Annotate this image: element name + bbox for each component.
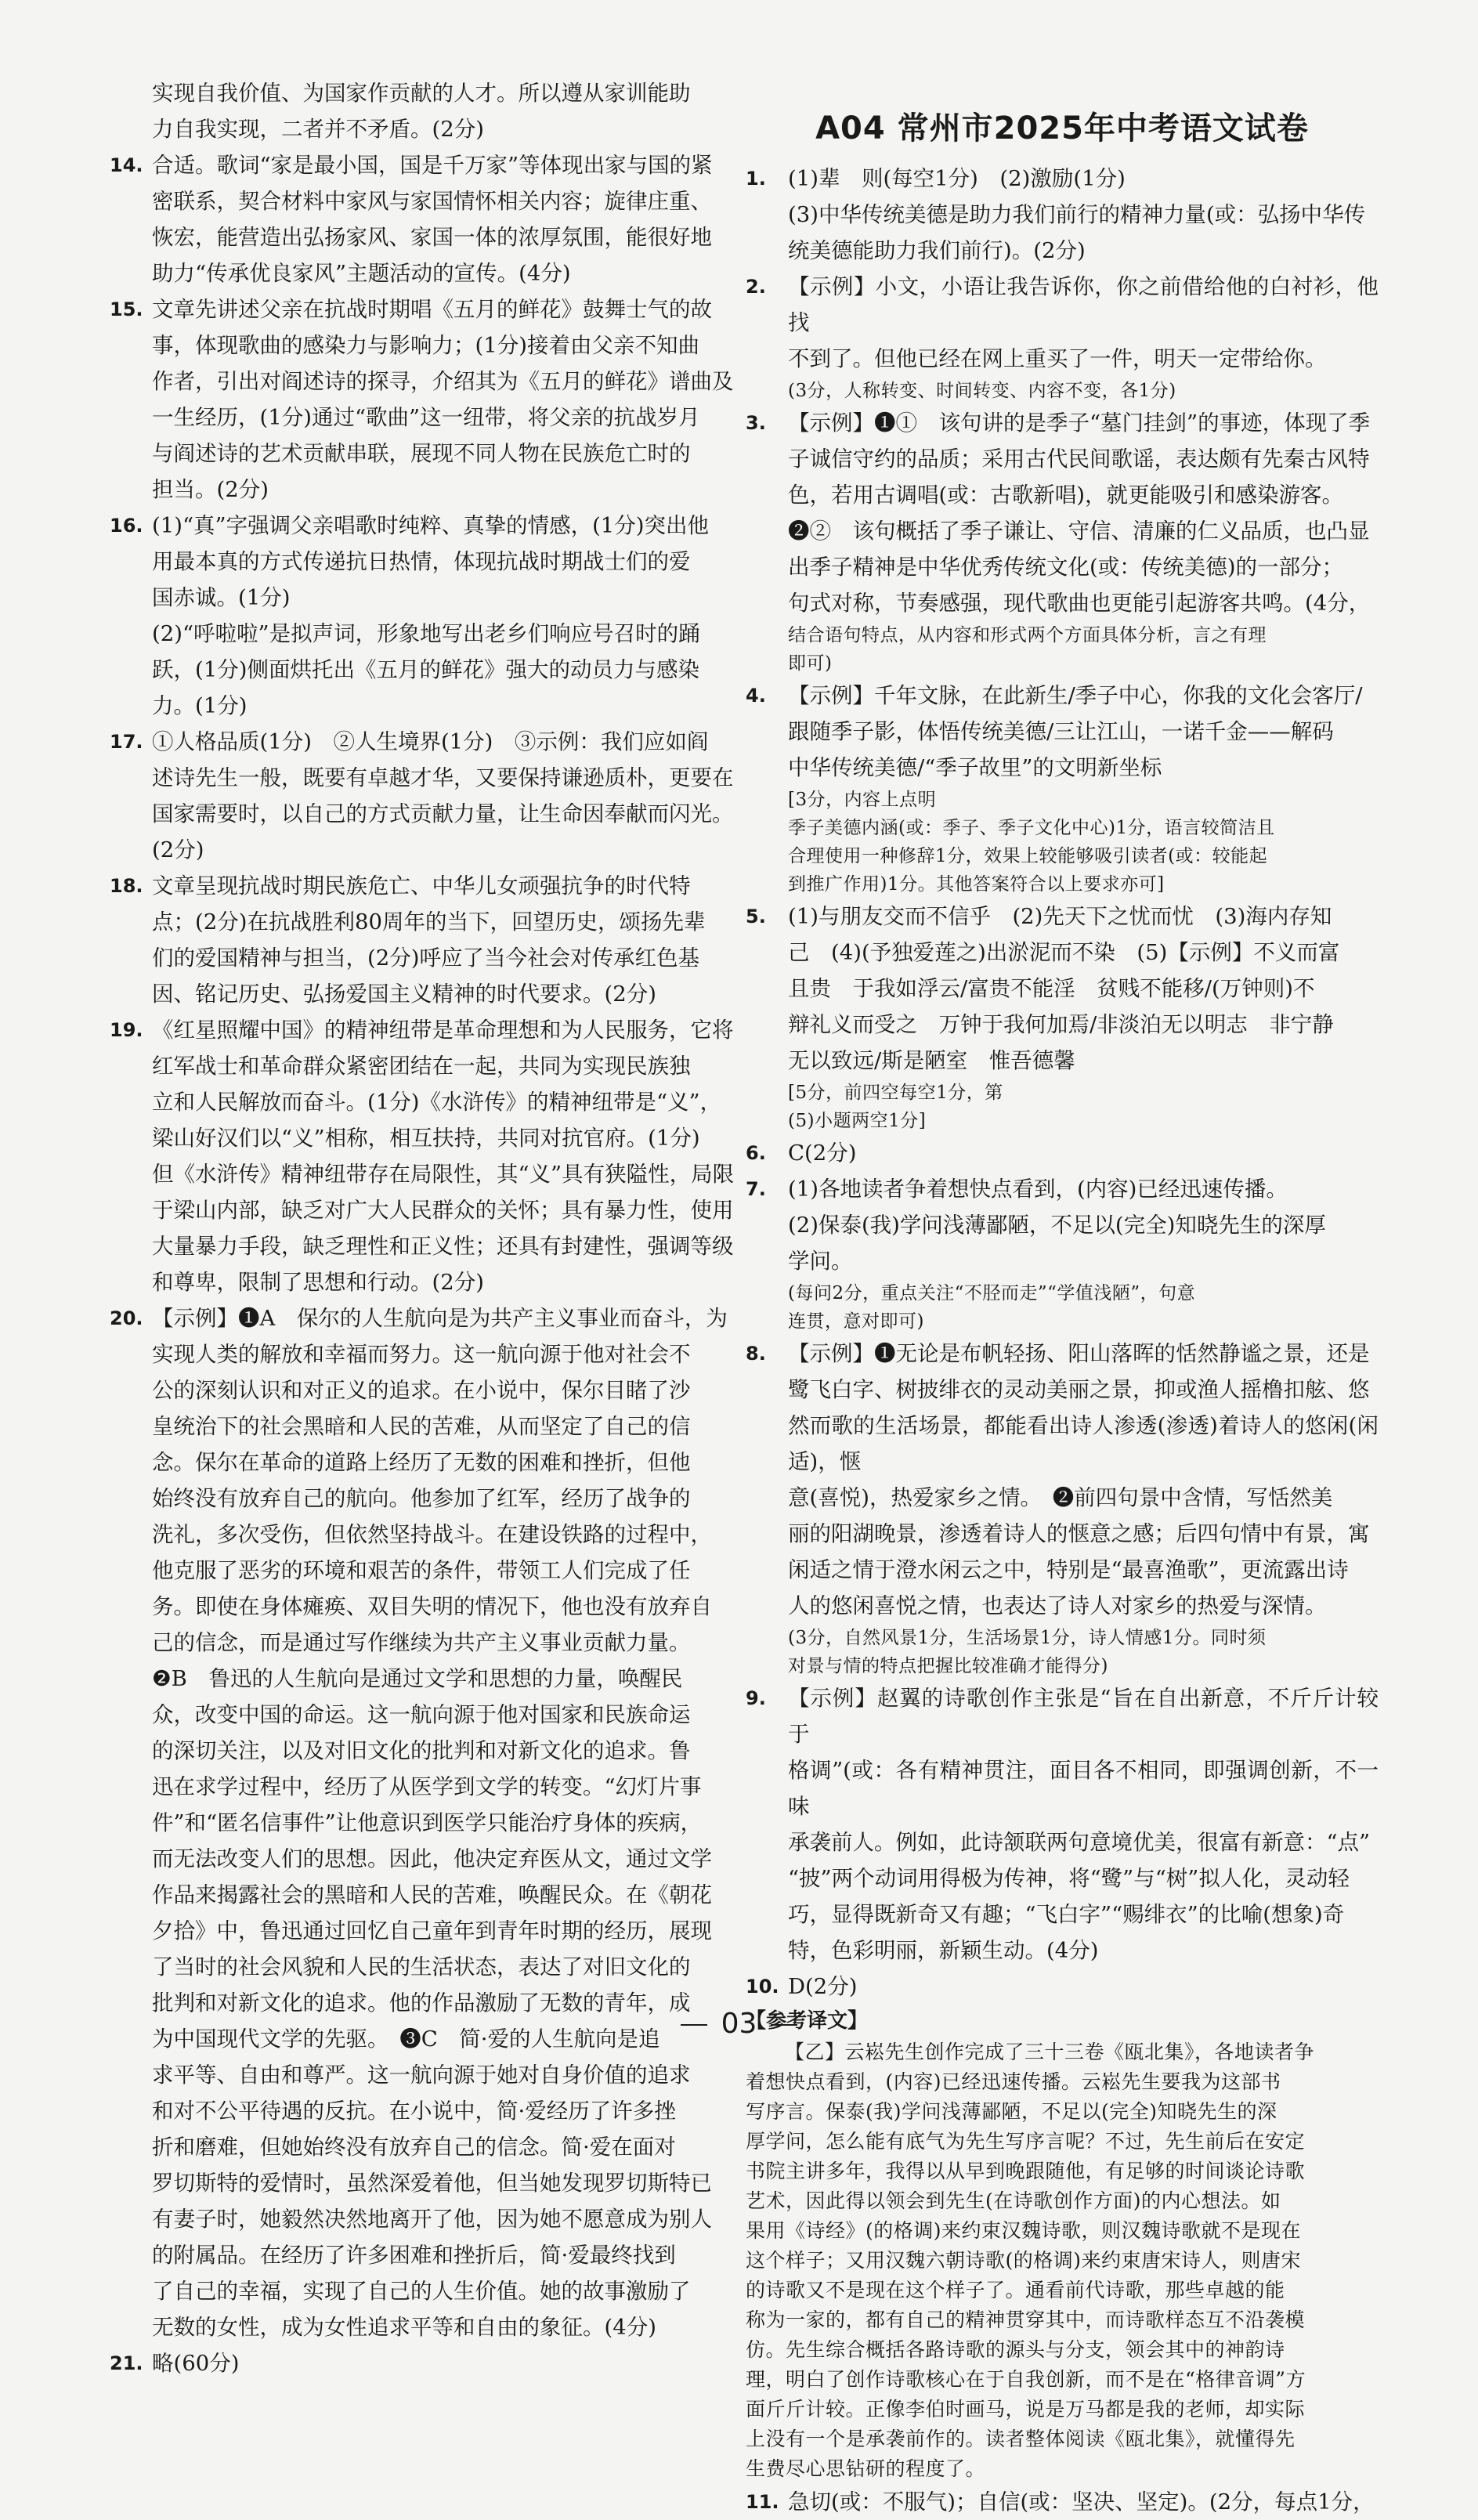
answer-line: 批判和对新文化的追求。他的作品激励了无数的青年，成 [152, 1990, 691, 2016]
answer-line: 折和磨难，但她始终没有放弃自己的信念。简·爱在面对 [152, 2135, 676, 2160]
answer-line: 洗礼，多次受伤，但依然坚持战斗。在建设铁路的过程中， [152, 1522, 712, 1547]
question-10 [746, 1969, 1379, 2005]
answer-line: 【示例】❶① 该句讲的是季子“墓门挂剑”的事迹，体现了季 [788, 410, 1371, 436]
answer-line: 了自己的幸福，实现了自己的人生价值。她的故事激励了 [152, 2279, 691, 2304]
intro-line: 实现自我价值、为国家作贡献的人才。所以遵从家训能助 [152, 81, 691, 106]
answer-line: 罗切斯特的爱情时，虽然深爱着他，但当她发现罗切斯特已 [152, 2171, 712, 2196]
answer-line: 始终没有放弃自己的航向。他参加了红军，经历了战争的 [152, 1486, 691, 1511]
translation-line: 仿。先生综合概括各路诗歌的源头与分支，领会其中的神韵诗 [746, 2338, 1285, 2361]
answer-line: D(2分) [788, 1974, 858, 1999]
answer-line: 承袭前人。例如，此诗颔联两句意境优美，很富有新意：“点” [788, 1830, 1371, 1855]
answer-line: 立和人民解放而奋斗。(1分)《水浒传》的精神纽带是“义”， [152, 1090, 722, 1115]
translation-line: 理，明白了创作诗歌核心在于自我创新，而不是在“格律音调”方 [746, 2368, 1306, 2391]
answer-line: 担当。(2分) [152, 477, 269, 502]
question-15 [110, 291, 768, 508]
question-6 [746, 1135, 1379, 1171]
answer-line: 述诗先生一般，既要有卓越才华，又要保持谦逊质朴，更要在 [152, 765, 734, 790]
translation-line: 写序言。保泰(我)学问浅薄鄙陋，不足以(完全)知晓先生的深 [746, 2100, 1277, 2123]
answer-line: 求平等、自由和尊严。这一航向源于她对自身价值的追求 [152, 2063, 691, 2088]
scoring-note: (5)小题两空1分] [788, 1111, 927, 1131]
answer-line: (1)“真”字强调父亲唱歌时纯粹、真挚的情感，(1分)突出他 [152, 513, 710, 538]
question-number: 8. [746, 1343, 766, 1365]
answer-line: 国家需要时，以自己的方式贡献力量，让生命因奉献而闪光。 [152, 801, 734, 826]
answer-line: (1)辈 则(每空1分) (2)激励(1分) [788, 166, 1126, 191]
answer-line: 实现人类的解放和幸福而努力。这一航向源于他对社会不 [152, 1342, 691, 1367]
translation-line: 着想快点看到，(内容)已经迅速传播。云崧先生要我为这部书 [746, 2070, 1281, 2093]
page-number-text: 03 [721, 2008, 757, 2040]
translation-line: 上没有一个是承袭前作的。读者整体阅读《瓯北集》，就懂得先 [746, 2428, 1296, 2450]
answer-line: 辩礼义而受之 万钟于我何加焉/非淡泊无以明志 非宁静 [788, 1012, 1334, 1037]
translation-line: 这个样子；又用汉魏六朝诗歌(的格调)来约束唐宋诗人，则唐宋 [746, 2249, 1302, 2272]
question-number: 2. [746, 276, 766, 298]
question-9 [746, 1680, 1379, 1969]
question-1 [746, 161, 1379, 269]
answer-line: 的附属品。在经历了许多困难和挫折后，简·爱最终找到 [152, 2243, 676, 2268]
answer-line: 有妻子时，她毅然决然地离开了他，因为她不愿意成为别人 [152, 2207, 712, 2232]
answer-line: 文章呈现抗战时期民族危亡、中华儿女顽强抗争的时代特 [152, 873, 691, 898]
scoring-note: [3分，内容上点明 [788, 790, 937, 810]
question-number: 14. [110, 154, 143, 176]
question-20 [110, 1300, 768, 2345]
translation-line: 艺术，因此得以领会到先生(在诗歌创作方面)的内心想法。如 [746, 2189, 1281, 2212]
answer-line: (3)中华传统美德是助力我们前行的精神力量(或：弘扬中华传 [788, 202, 1366, 227]
question-8 [746, 1336, 1379, 1680]
scoring-note: 到推广作用)1分。其他答案符合以上要求亦可] [788, 874, 1165, 895]
answer-line: 大量暴力手段，缺乏理性和正义性；还具有封建性，强调等级 [152, 1234, 734, 1259]
answer-line: 而无法改变人们的思想。因此，他决定弃医从文，通过文学 [152, 1846, 712, 1871]
question-number: 9. [746, 1687, 766, 1709]
question-number: 15. [110, 298, 143, 320]
answer-line: 众，改变中国的命运。这一航向源于他对国家和民族命运 [152, 1702, 691, 1727]
answer-line: C(2分) [788, 1141, 857, 1166]
translation-line: 生费尽心思钻研的程度了。 [746, 2457, 986, 2480]
answer-line: 【示例】赵翼的诗歌创作主张是“旨在自出新意，不斤斤计较于 [788, 1686, 1379, 1747]
page-number [0, 2008, 1478, 2040]
answer-line: 【示例】❶无论是布帆轻扬、阳山落晖的恬然静谧之景，还是 [788, 1341, 1370, 1366]
right-column [746, 75, 1379, 2520]
question-2 [746, 269, 1379, 405]
answer-line: 文章先讲述父亲在抗战时期唱《五月的鲜花》鼓舞士气的故 [152, 297, 712, 322]
question-number: 20. [110, 1307, 143, 1329]
question-18 [110, 868, 768, 1012]
answer-line: (2分) [152, 837, 204, 862]
question-number: 4. [746, 685, 766, 707]
question-11 [746, 2484, 1379, 2520]
question-number: 7. [746, 1178, 766, 1200]
answer-line: 一生经历，(1分)通过“歌曲”这一纽带，将父亲的抗战岁月 [152, 405, 700, 430]
answer-line: ①人格品质(1分) ②人生境界(1分) ③示例：我们应如阎 [152, 729, 709, 754]
reference-translation-header: 【参考译文】 [746, 2009, 869, 2033]
answer-line: 力。(1分) [152, 693, 248, 718]
reference-translation [746, 2037, 1379, 2484]
question-number: 19. [110, 1019, 143, 1041]
scoring-note: 即可) [788, 653, 833, 674]
question-number: 10. [746, 1976, 779, 1998]
question-number: 11. [746, 2491, 779, 2513]
answer-line: 急切(或：不服气)；自信(或：坚决、坚定)。(2分，每点1分， [788, 2489, 1375, 2515]
scoring-note: 连贯，意对即可) [788, 1311, 924, 1332]
question-5 [746, 898, 1379, 1135]
answer-line: 用最本真的方式传递抗日热情，体现抗战时期战士们的爱 [152, 549, 691, 574]
question-number: 1. [746, 168, 766, 190]
answer-line: 《红星照耀中国》的精神纽带是革命理想和为人民服务，它将 [152, 1018, 734, 1043]
answer-line: 了当时的社会风貌和人民的生活状态，表达了对旧文化的 [152, 1954, 691, 1979]
question-number: 3. [746, 412, 766, 434]
scoring-note: 结合语句特点，从内容和形式两个方面具体分析，言之有理 [788, 625, 1267, 645]
question-7 [746, 1171, 1379, 1336]
question-number: 21. [110, 2352, 143, 2374]
answer-line: 迅在求学过程中，经历了从医学到文学的转变。“幻灯片事 [152, 1774, 702, 1799]
answer-line: 无以致远/斯是陋室 惟吾德馨 [788, 1048, 1075, 1073]
answer-line: (2)保泰(我)学问浅薄鄙陋，不足以(完全)知晓先生的深厚 [788, 1213, 1326, 1238]
answer-line: 略(60分) [152, 2351, 240, 2376]
answer-line: 夕拾》中，鲁迅通过回忆自己童年到青年时期的经历，展现 [152, 1918, 712, 1943]
answer-line: 统美德能助力我们前行)。(2分) [788, 238, 1086, 263]
scoring-note: [5分，前四空每空1分，第 [788, 1083, 1003, 1103]
answer-line: 因、铭记历史、弘扬爱国主义精神的时代要求。(2分) [152, 982, 656, 1007]
answer-line: 鹭飞白字、树披绯衣的灵动美丽之景，抑或渔人摇橹扣舷、悠 [788, 1377, 1370, 1402]
answer-line: 们的爱国精神与担当，(2分)呼应了当今社会对传承红色基 [152, 945, 699, 971]
answer-line: 人的悠闲喜悦之情，也表达了诗人对家乡的热爱与深情。 [788, 1593, 1327, 1618]
answer-line: 色，若用古调唱(或：古歌新唱)，就更能吸引和感染游客。 [788, 483, 1343, 508]
answer-line: 特，色彩明丽，新颖生动。(4分) [788, 1938, 1099, 1963]
answer-line: 恢宏，能营造出弘扬家风、家国一体的浓厚氛围，能很好地 [152, 225, 712, 250]
translation-line: 的诗歌又不是现在这个样子了。通看前代诗歌，那些卓越的能 [746, 2279, 1285, 2301]
question-19 [110, 1012, 768, 1300]
answer-line: 件”和“匿名信事件”让他意识到医学只能治疗身体的疾病， [152, 1810, 703, 1835]
scoring-note: 合理使用一种修辞1分，效果上较能够吸引读者(或：较能起 [788, 846, 1268, 866]
question-16 [110, 508, 768, 724]
page-number-rule-right [771, 2024, 797, 2026]
answer-line: 作者，引出对阎述诗的探寻，介绍其为《五月的鲜花》谱曲及 [152, 369, 734, 394]
answer-line: 皇统治下的社会黑暗和人民的苦难，从而坚定了自己的信 [152, 1414, 691, 1439]
answer-line: 学问。 [788, 1249, 853, 1274]
answer-line: ❷B 鲁迅的人生航向是通过文学和思想的力量，唤醒民 [152, 1666, 683, 1691]
answer-line: 他克服了恶劣的环境和艰苦的条件，带领工人们完成了任 [152, 1558, 691, 1583]
question-number: 5. [746, 906, 766, 927]
answer-line: 巧，显得既新奇又有趣；“飞白字”“赐绯衣”的比喻(想象)奇 [788, 1902, 1345, 1927]
scoring-note: (3分，人称转变、时间转变、内容不变，各1分) [788, 381, 1176, 401]
answer-line: 出季子精神是中华优秀传统文化(或：传统美德)的一部分； [788, 555, 1343, 580]
answer-line: 【示例】❶A 保尔的人生航向是为共产主义事业而奋斗，为 [152, 1306, 728, 1331]
answer-line: 点；(2分)在抗战胜利80周年的当下，回望历史，颂扬先辈 [152, 909, 706, 935]
answer-line: 的深切关注，以及对旧文化的批判和对新文化的追求。鲁 [152, 1738, 691, 1763]
answer-line: 闲适之情于澄水闲云之中，特别是“最喜渔歌”，更流露出诗 [788, 1557, 1349, 1582]
answer-line: 不到了。但他已经在网上重买了一件，明天一定带给你。 [788, 346, 1327, 371]
answer-line: 密联系，契合材料中家风与家国情怀相关内容；旋律庄重、 [152, 189, 712, 214]
translation-line: 果用《诗经》(的格调)来约束汉魏诗歌，则汉魏诗歌就不是现在 [746, 2219, 1302, 2242]
answer-line: 意(喜悦)，热爱家乡之情。 ❷前四句景中含情，写恬然美 [788, 1485, 1333, 1510]
answer-line: 己的信念，而是通过写作继续为共产主义事业贡献力量。 [152, 1630, 691, 1655]
question-number: 18. [110, 875, 143, 897]
answer-line: (1)与朋友交而不信乎 (2)先天下之忧而忧 (3)海内存知 [788, 904, 1332, 929]
answer-line: 句式对称，节奏感强，现代歌曲也更能引起游客共鸣。(4分， [788, 591, 1371, 616]
answer-line: 子诚信守约的品质；采用古代民间歌谣，表达颇有先秦古风特 [788, 447, 1370, 472]
answer-line: 且贵 于我如浮云/富贵不能淫 贫贱不能移/(万钟则)不 [788, 976, 1315, 1001]
answer-line: ❷② 该句概括了季子谦让、守信、清廉的仁义品质，也凸显 [788, 519, 1370, 544]
page-number-rule-left [681, 2024, 707, 2026]
answer-line: 作品来揭露社会的黑暗和人民的苦难，唤醒民众。在《朝花 [152, 1882, 712, 1907]
answer-line: 然而歌的生活场景，都能看出诗人渗透(渗透)着诗人的悠闲(闲适)，惬 [788, 1413, 1379, 1474]
scoring-note: (每问2分，重点关注“不胫而走”“学值浅陋”，句意 [788, 1283, 1196, 1303]
answer-line: 梁山好汉们以“义”相称，相互扶持，共同对抗官府。(1分) [152, 1126, 700, 1151]
answer-line: 无数的女性，成为女性追求平等和自由的象征。(4分) [152, 2315, 656, 2340]
exam-title: A04 常州市2025年中考语文试卷 [815, 110, 1309, 146]
answer-line: (2)“呼啦啦”是拟声词，形象地写出老乡们响应号召时的踊 [152, 621, 700, 646]
scoring-note: 对景与情的特点把握比较准确才能得分) [788, 1656, 1108, 1676]
answer-line: “披”两个动词用得极为传神，将“鹭”与“树”拟人化，灵动轻 [788, 1866, 1350, 1891]
answer-line: 念。保尔在革命的道路上经历了无数的困难和挫折，但他 [152, 1450, 691, 1475]
answer-line: 务。即使在身体瘫痪、双目失明的情况下，他也没有放弃自 [152, 1594, 712, 1619]
answer-line: 中华传统美德/“季子故里”的文明新坐标 [788, 755, 1162, 780]
answer-line: 国赤诚。(1分) [152, 585, 291, 610]
question-number: 16. [110, 515, 143, 537]
answer-line: 【示例】千年文脉，在此新生/季子中心，你我的文化会客厅/ [788, 683, 1363, 708]
answer-line: 合适。歌词“家是最小国，国是千万家”等体现出家与国的紧 [152, 153, 713, 178]
scoring-note: (3分，自然风景1分，生活场景1分，诗人情感1分。同时须 [788, 1628, 1267, 1648]
question-number: 17. [110, 731, 143, 753]
scoring-note: 季子美德内涵(或：季子、季子文化中心)1分，语言较简洁且 [788, 818, 1275, 838]
answer-line: 跟随季子影，体悟传统美德/三让江山，一诺千金——解码 [788, 719, 1334, 744]
question-4 [746, 678, 1379, 898]
translation-line: 称为一家的，都有自己的精神贯穿其中，而诗歌样态互不沿袭模 [746, 2308, 1306, 2331]
answer-line: 己 (4)(予独爱莲之)出淤泥而不染 (5)【示例】不义而富 [788, 940, 1340, 965]
question-21 [110, 2345, 768, 2381]
answer-line: 和尊卑，限制了思想和行动。(2分) [152, 1270, 484, 1295]
answer-line: 助力“传承优良家风”主题活动的宣传。(4分) [152, 261, 571, 286]
answer-line: (1)各地读者争着想快点看到，(内容)已经迅速传播。 [788, 1177, 1288, 1202]
answer-line: 和对不公平待遇的反抗。在小说中，简·爱经历了许多挫 [152, 2099, 676, 2124]
answer-line: 公的深刻认识和对正义的追求。在小说中，保尔目睹了沙 [152, 1378, 691, 1403]
answer-line: 于梁山内部，缺乏对广大人民群众的关怀；具有暴力性，使用 [152, 1198, 734, 1223]
translation-line: 面斤斤计较。正像李伯时画马，说是万马都是我的老师，却实际 [746, 2398, 1306, 2421]
answer-line: 事，体现歌曲的感染力与影响力；(1分)接着由父亲不知曲 [152, 333, 699, 358]
answer-line: 丽的阳湖晚景，渗透着诗人的惬意之感；后四句情中有景，寓 [788, 1521, 1370, 1546]
answer-line: 与阎述诗的艺术贡献串联，展现不同人物在民族危亡时的 [152, 441, 691, 466]
translation-line: 书院主讲多年，我得以从早到晚跟随他，有足够的时间谈论诗歌 [746, 2160, 1306, 2182]
question-17 [110, 724, 768, 868]
answer-line: 跃，(1分)侧面烘托出《五月的鲜花》强大的动员力与感染 [152, 657, 699, 682]
answer-line: 但《水浒传》精神纽带存在局限性，其“义”具有狭隘性，局限 [152, 1162, 735, 1187]
question-14 [110, 147, 768, 291]
answer-line: 格调”(或：各有精神贯注，面目各不相同，即强调创新，不一味 [788, 1758, 1379, 1819]
translation-line: 【乙】云崧先生创作完成了三十三卷《瓯北集》，各地读者争 [785, 2041, 1315, 2063]
translation-line: 厚学问，怎么能有底气为先生写序言呢？不过，先生前后在安定 [746, 2130, 1306, 2153]
answer-line: 为中国现代文学的先驱。 ❸C 简·爱的人生航向是追 [152, 2026, 660, 2052]
intro-line: 力自我实现，二者并不矛盾。(2分) [152, 117, 484, 142]
question-number: 6. [746, 1142, 766, 1164]
question-3 [746, 405, 1379, 678]
answer-line: 【示例】小文，小语让我告诉你，你之前借给他的白衬衫，他找 [788, 274, 1379, 335]
answer-line: 红军战士和革命群众紧密团结在一起，共同为实现民族独 [152, 1054, 691, 1079]
